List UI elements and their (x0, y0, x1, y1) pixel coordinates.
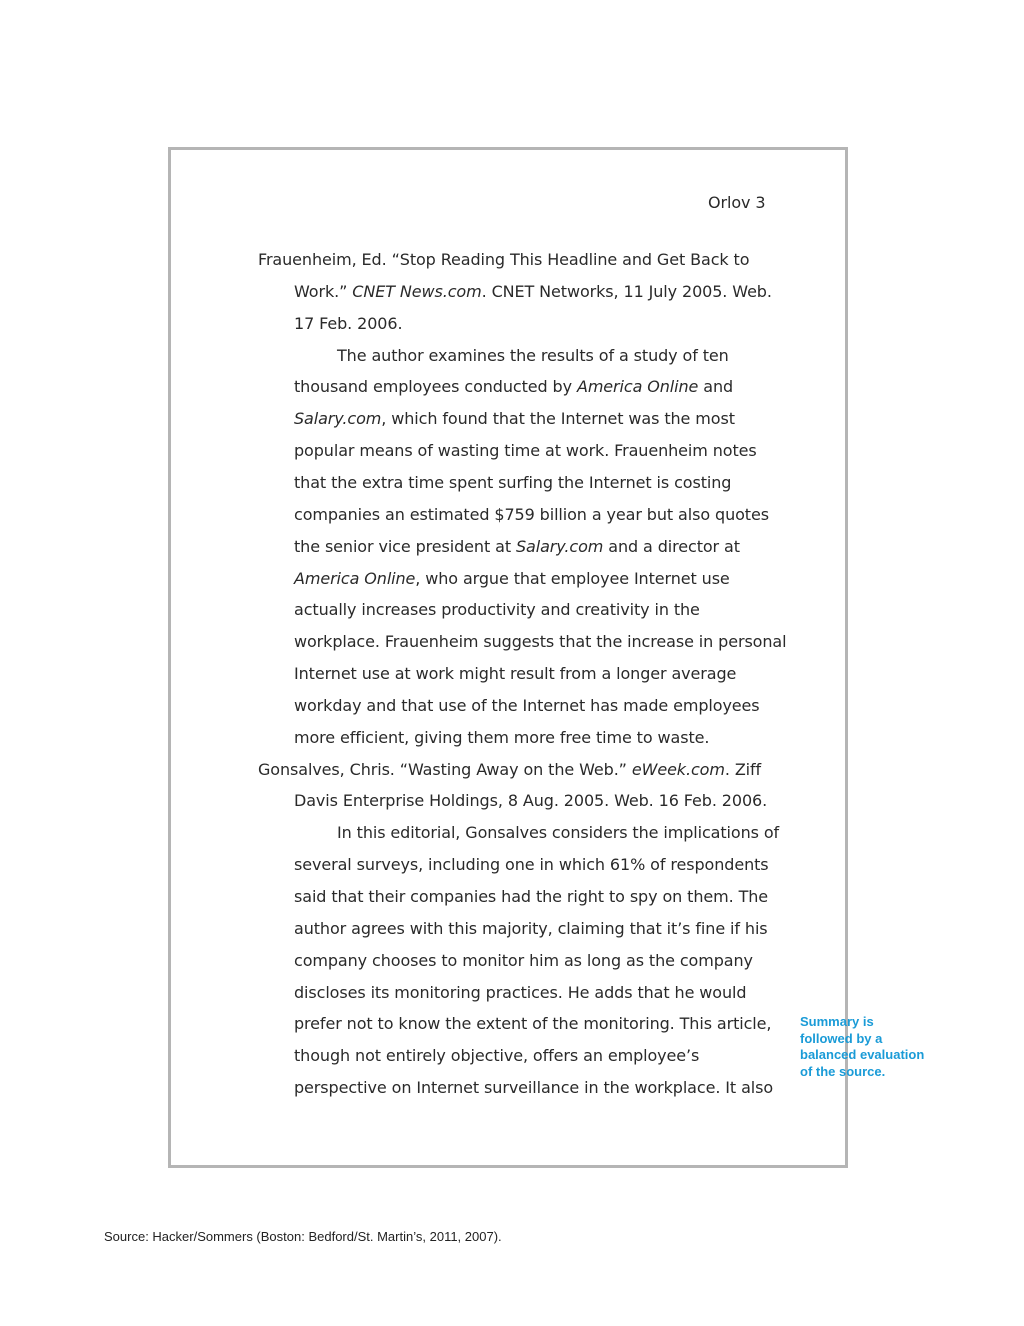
annotation-line: balanced evaluation (800, 1047, 925, 1062)
entry-line: the senior vice president at Salary.com and a director at (294, 536, 740, 556)
entry-line: several surveys, including one in which 61% of respondents (294, 855, 769, 875)
annotation-line: Summary is (800, 1014, 874, 1029)
entry-line: company chooses to monitor him as long as the company (294, 950, 753, 970)
entry-line: though not entirely objective, offers an employee’s (294, 1046, 700, 1066)
entry-line: said that their companies had the right to spy on them. The (294, 887, 769, 906)
entry-line: popular means of wasting time at work. Frauenheim notes (294, 441, 757, 461)
entry-line: workplace. Frauenheim suggests that the increase in personal (294, 632, 787, 652)
entry-line: workday and that use of the Internet has made employees (294, 695, 760, 715)
italic-title: Salary.com (515, 536, 604, 556)
entry-line: Davis Enterprise Holdings, 8 Aug. 2005. Web. 16 Feb. 2006. (294, 791, 768, 811)
annotation-line: of the source. (800, 1063, 886, 1079)
entry-line: Work.” CNET News.com. CNET Networks, 11 July 2005. Web. (294, 281, 772, 301)
entry-line: more efficient, giving them more free time to waste. (294, 727, 710, 747)
entry-line: America Online, who argue that employee Internet use (294, 568, 730, 588)
annotation-line: followed by a (800, 1030, 883, 1046)
entry-line: The author examines the results of a study of ten (337, 345, 729, 365)
entry-line: Internet use at work might result from a longer average (294, 664, 737, 684)
entry-line: author agrees with this majority, claiming that it’s fine if his (294, 918, 768, 938)
entry-line: thousand employees conducted by America Online and (294, 377, 734, 397)
entry-line: prefer not to know the extent of the monitoring. This article, (294, 1014, 772, 1034)
italic-title: Salary.com (294, 409, 382, 429)
italic-title: America Online (294, 568, 416, 588)
entry-line: Gonsalves, Chris. “Wasting Away on the Web.” eWeek.com. Ziff (258, 759, 762, 779)
entry-line: Salary.com, which found that the Internet was the most (294, 409, 735, 429)
entry-line: 17 Feb. 2006. (294, 313, 403, 333)
source-note: Source: Hacker/Sommers (Boston: Bedford/St. Martin’s, 2011, 2007). (104, 1229, 502, 1244)
entry-line: In this editorial, Gonsalves considers the implications of (337, 823, 780, 843)
entry-line: Frauenheim, Ed. “Stop Reading This Headline and Get Back to (258, 250, 750, 269)
running-head: Orlov 3 (708, 193, 766, 212)
italic-title: eWeek.com (631, 759, 725, 779)
entry-line: discloses its monitoring practices. He adds that he would (294, 982, 747, 1002)
entry-line: that the extra time spent surfing the Internet is costing (294, 472, 732, 492)
entry-line: actually increases productivity and creativity in the (294, 600, 700, 620)
margin-annotation (800, 1014, 930, 1080)
italic-title: America Online (576, 377, 699, 397)
entry-line: perspective on Internet surveillance in the workplace. It also (294, 1078, 774, 1098)
entry-line: companies an estimated $759 billion a year but also quotes (294, 504, 769, 524)
italic-title: CNET News.com (352, 281, 482, 301)
